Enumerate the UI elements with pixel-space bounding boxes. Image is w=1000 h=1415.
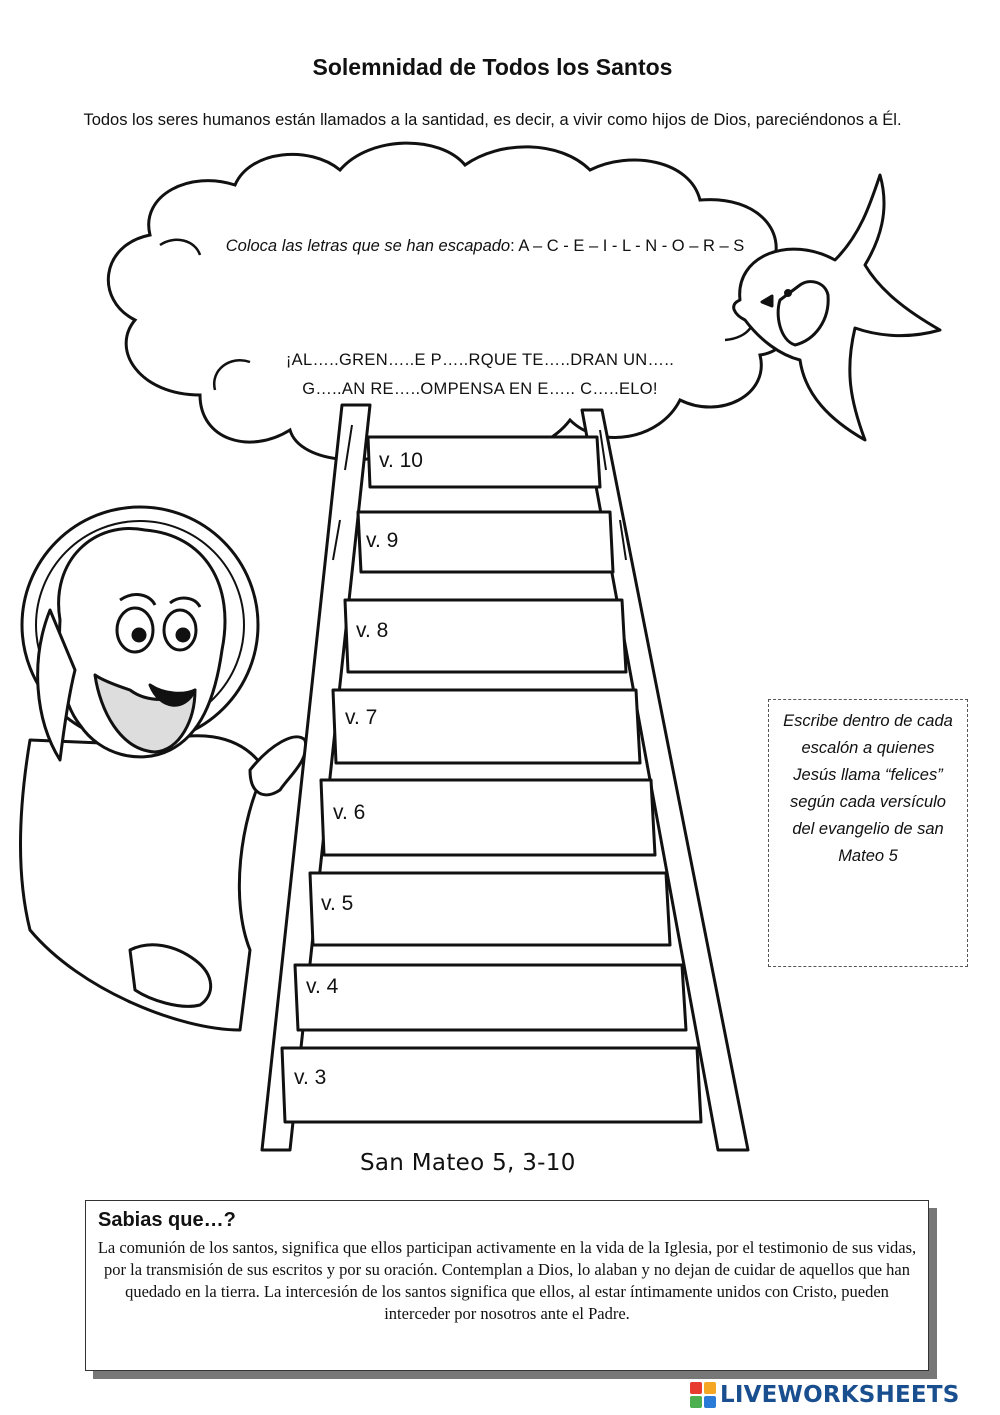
step-label[interactable]: v. 5 <box>321 892 354 915</box>
step-label[interactable]: v. 3 <box>294 1066 327 1089</box>
jesus-figure <box>21 507 306 1030</box>
step-7 <box>333 690 640 763</box>
step-3 <box>282 1048 701 1122</box>
brand-grid-icon <box>690 1382 716 1408</box>
step-6 <box>321 780 655 855</box>
brand-square <box>704 1396 716 1408</box>
instruction-prefix: Coloca las letras que se han escapado <box>225 237 511 255</box>
instruction-letters: : A – C - E – I - L - N - O – R – S <box>510 237 745 255</box>
step-label[interactable]: v. 8 <box>356 619 389 642</box>
step-label[interactable]: v. 6 <box>333 801 366 824</box>
side-instruction-box <box>768 699 968 967</box>
info-box <box>85 1200 929 1371</box>
brand-logo[interactable] <box>690 1380 959 1410</box>
cloud-shape <box>108 143 795 460</box>
page-subtitle: Todos los seres humanos están llamados a la santidad, es decir, a vivir como hijos de Dios, pareciéndonos a Él. <box>83 111 902 129</box>
step-5 <box>310 873 670 945</box>
brand-square <box>704 1382 716 1394</box>
page-title: Solemnidad de Todos los Santos <box>312 54 673 80</box>
letter-puzzle <box>180 346 780 404</box>
cloud-instruction <box>190 234 780 259</box>
brand-name: LIVEWORKSHEETS <box>720 1382 960 1408</box>
puzzle-line-2: G…..AN RE…..OMPENSA EN E….. C…..ELO! <box>302 380 658 398</box>
step-label[interactable]: v. 4 <box>306 975 339 998</box>
ladder-caption: San Mateo 5, 3-10 <box>360 1150 576 1176</box>
step-4 <box>295 965 686 1030</box>
info-body: La comunión de los santos, significa que ellos participan activamente en la vida de la Iglesia, por el testimonio de sus vidas, por la transmisión de sus escritos y por su oración. Contemplan a Dios, lo alaban y no dejan de cuidar de aquellos que han quedado en la tierra. La intercesión de los santos significa que ellos, al estar íntimamente unidos con Cristo, pueden interceder por nosotros ante el Padre. <box>97 1238 917 1323</box>
step-label[interactable]: v. 7 <box>345 706 378 729</box>
puzzle-line-1: ¡AL…..GREN…..E P…..RQUE TE…..DRAN UN….. <box>285 351 675 369</box>
step-label[interactable]: v. 10 <box>379 449 423 472</box>
info-heading: Sabias que…? <box>98 1209 236 1231</box>
step-label[interactable]: v. 9 <box>366 529 399 552</box>
brand-square <box>690 1396 702 1408</box>
side-instruction-text: Escribe dentro de cada escalón a quienes Jesús llama “felices” según cada versículo del evangelio de san Mateo 5 <box>783 712 953 865</box>
brand-square <box>690 1382 702 1394</box>
